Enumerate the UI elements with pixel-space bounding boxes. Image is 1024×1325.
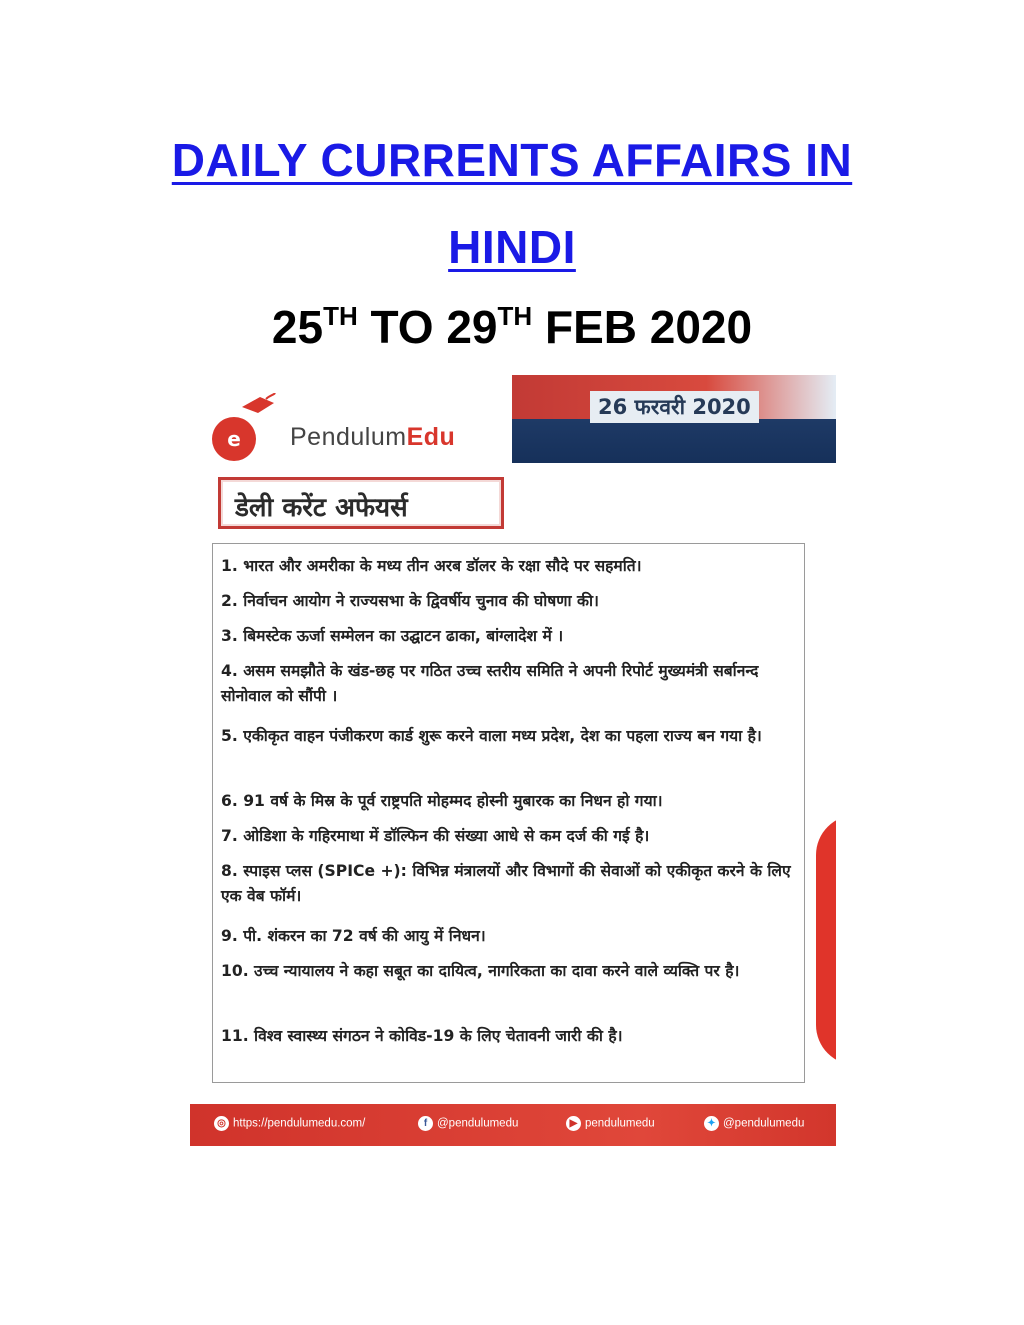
list-item: 5. एकीकृत वाहन पंजीकरण कार्ड शुरू करने वाला मध्य प्रदेश, देश का पहला राज्य बन गया है। [221, 727, 762, 745]
footer-twitter-label: @pendulumedu [723, 1117, 805, 1130]
date-suffix-2: TH [497, 301, 533, 331]
news-list [212, 543, 805, 1083]
daily-current-affairs-heading-box [218, 477, 504, 529]
title-link-line1[interactable]: DAILY CURRENTS AFFAIRS IN [171, 134, 853, 186]
list-item: 8. स्पाइस प्लस (SPICe +): विभिन्न मंत्रालयों और विभागों की सेवाओं को एकीकृत करने के लिए एक वेब फॉर्म। [221, 862, 791, 905]
date-suffix-1: TH [323, 301, 358, 331]
footer-youtube [566, 1116, 655, 1131]
date-banner [512, 375, 836, 463]
date-range-heading [0, 300, 1024, 354]
list-item: 4. असम समझौते के खंड-छह पर गठित उच्च स्तरीय समिति ने अपनी रिपोर्ट मुख्यमंत्री सर्बानन्द सोनोवाल को सौंपी । [221, 662, 759, 705]
footer-youtube-label: pendulumedu [585, 1117, 655, 1130]
logo-wordmark [290, 423, 455, 452]
list-item: 1. भारत और अमरीका के मध्य तीन अरब डॉलर के रक्षा सौदे पर सहमति। [221, 557, 642, 575]
twitter-icon: ✦ [704, 1116, 719, 1131]
globe-icon: ◎ [214, 1116, 229, 1131]
list-item: 9. पी. शंकरन का 72 वर्ष की आयु में निधन। [221, 927, 486, 945]
current-affairs-card-image [190, 375, 836, 1146]
facebook-icon: f [418, 1116, 433, 1131]
footer-website-label: https://pendulumedu.com/ [233, 1117, 366, 1130]
social-footer [190, 1104, 836, 1146]
red-side-decoration [816, 815, 836, 1065]
youtube-icon: ▶ [566, 1116, 581, 1131]
pendulumedu-logo [212, 393, 502, 463]
date-month-year: FEB 2020 [532, 301, 753, 353]
list-item: 2. निर्वाचन आयोग ने राज्यसभा के द्विवर्षीय चुनाव की घोषणा की। [221, 592, 599, 610]
banner-date-text: 26 फरवरी 2020 [590, 391, 759, 423]
graduation-cap-icon [240, 393, 276, 423]
logo-e-mark-icon: e [212, 417, 256, 461]
footer-facebook [418, 1116, 518, 1131]
logo-word-pendulum: Pendulum [290, 423, 407, 451]
logo-word-edu: Edu [406, 423, 456, 451]
list-item: 10. उच्च न्यायालय ने कहा सबूत का दायित्व, नागरिकता का दावा करने वाले व्यक्ति पर है। [221, 962, 740, 980]
list-item: 6. 91 वर्ष के मिस्र के पूर्व राष्ट्रपति मोहम्मद होस्नी मुबारक का निधन हो गया। [221, 792, 663, 810]
date-to-end-day: TO 29 [357, 301, 498, 353]
footer-website [214, 1116, 365, 1131]
footer-twitter [704, 1116, 804, 1131]
list-item: 3. बिमस्टेक ऊर्जा सम्मेलन का उद्घाटन ढाका, बांग्लादेश में । [221, 627, 564, 645]
date-start-day: 25 [271, 301, 324, 353]
footer-facebook-label: @pendulumedu [437, 1117, 519, 1130]
list-item: 11. विश्व स्वास्थ्य संगठन ने कोविड-19 के लिए चेतावनी जारी की है। [221, 1027, 623, 1045]
daily-current-affairs-heading: डेली करेंट अफेयर्स [235, 493, 408, 523]
title-link-line2[interactable]: HINDI [448, 221, 576, 273]
list-item: 7. ओडिशा के गहिरमाथा में डॉल्फिन की संख्या आधे से कम दर्ज की गई है। [221, 827, 650, 845]
